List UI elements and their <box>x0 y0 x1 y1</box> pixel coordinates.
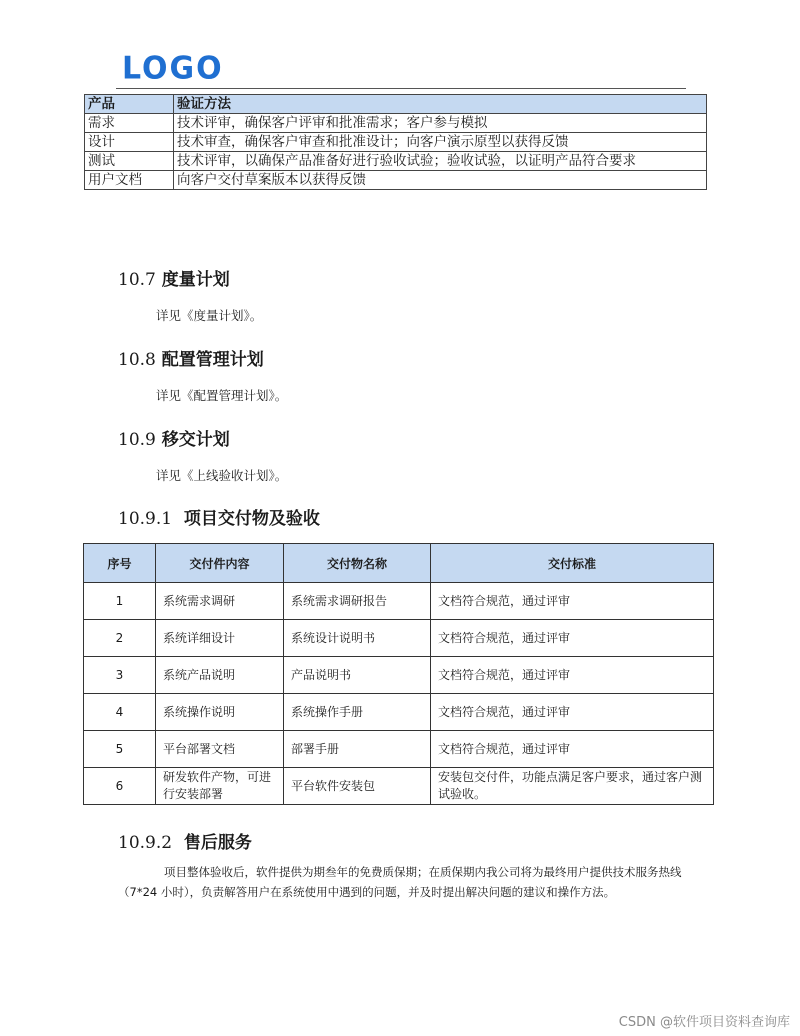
watermark-footer: CSDN @软件项目资料查询库 <box>618 1015 790 1030</box>
verification-table <box>84 94 707 190</box>
table-row <box>85 152 707 171</box>
section-number: 10.9.2 <box>118 833 173 853</box>
table-cell: 4 <box>84 694 156 731</box>
section-number: 10.8 <box>118 350 156 370</box>
section-title: 度量计划 <box>161 270 230 290</box>
table-cell: 研发软件产物，可进行安装部署 <box>156 768 284 805</box>
table-cell: 设计 <box>85 133 174 152</box>
table-cell: 用户文档 <box>85 171 174 190</box>
header-cell: 产品 <box>85 95 174 114</box>
table-row <box>84 731 714 768</box>
table-cell: 系统产品说明 <box>156 657 284 694</box>
table-cell: 文档符合规范，通过评审 <box>431 694 714 731</box>
section-title: 项目交付物及验收 <box>183 509 320 529</box>
table-row <box>84 620 714 657</box>
table-cell: 5 <box>84 731 156 768</box>
table-header-row <box>84 544 714 583</box>
table-header-row <box>85 95 707 114</box>
table-cell: 文档符合规范，通过评审 <box>431 583 714 620</box>
logo: LOGO <box>122 50 224 87</box>
section-number: 10.9 <box>118 430 156 450</box>
header-cell: 交付物名称 <box>284 544 431 583</box>
section-number: 10.9.1 <box>118 509 173 529</box>
table-cell: 1 <box>84 583 156 620</box>
section-heading <box>118 265 230 290</box>
table-cell: 2 <box>84 620 156 657</box>
table-cell: 技术评审，以确保产品准备好进行验收试验；验收试验，以证明产品符合要求 <box>174 152 707 171</box>
section-body: 详见《配置管理计划》。 <box>156 388 288 403</box>
table-cell: 系统设计说明书 <box>284 620 431 657</box>
section-title: 售后服务 <box>183 833 252 853</box>
table-cell: 技术评审，确保客户评审和批准需求；客户参与模拟 <box>174 114 707 133</box>
table-cell: 文档符合规范，通过评审 <box>431 620 714 657</box>
table-row <box>85 114 707 133</box>
table-cell: 技术审查，确保客户审查和批准设计；向客户演示原型以获得反馈 <box>174 133 707 152</box>
subsection-heading <box>118 504 320 529</box>
table-row <box>85 171 707 190</box>
section-heading <box>118 345 264 370</box>
table-row <box>84 583 714 620</box>
section-title: 移交计划 <box>161 430 230 450</box>
table-cell: 系统操作手册 <box>284 694 431 731</box>
table-cell: 系统需求调研 <box>156 583 284 620</box>
header-cell: 验证方法 <box>174 95 707 114</box>
table-cell: 系统需求调研报告 <box>284 583 431 620</box>
table-cell: 系统操作说明 <box>156 694 284 731</box>
table-cell: 向客户交付草案版本以获得反馈 <box>174 171 707 190</box>
table-cell: 安装包交付件，功能点满足客户要求，通过客户测试验收。 <box>431 768 714 805</box>
section-number: 10.7 <box>118 270 156 290</box>
table-row <box>84 657 714 694</box>
section-body: 详见《度量计划》。 <box>156 308 263 323</box>
deliverables-table <box>83 543 714 805</box>
header-cell: 交付标准 <box>431 544 714 583</box>
table-cell: 平台部署文档 <box>156 731 284 768</box>
subsection-heading <box>118 828 252 853</box>
service-paragraph: 项目整体验收后，软件提供为期叁年的免费质保期；在质保期内我公司将为最终用户提供技术服务热线（7*24 小时），负责解答用户在系统使用中遇到的问题，并及时提出解决问题的建议和操作方法。 <box>118 865 682 899</box>
table-row <box>84 694 714 731</box>
table-cell: 系统详细设计 <box>156 620 284 657</box>
table-row <box>84 768 714 805</box>
table-cell: 部署手册 <box>284 731 431 768</box>
table-cell: 需求 <box>85 114 174 133</box>
table-cell: 文档符合规范，通过评审 <box>431 657 714 694</box>
table-cell: 产品说明书 <box>284 657 431 694</box>
table-row <box>85 133 707 152</box>
section-heading <box>118 425 230 450</box>
header-cell: 序号 <box>84 544 156 583</box>
table-cell: 文档符合规范，通过评审 <box>431 731 714 768</box>
header-rule <box>116 88 686 89</box>
section-body: 详见《上线验收计划》。 <box>156 468 288 483</box>
table-cell: 3 <box>84 657 156 694</box>
table-cell: 平台软件安装包 <box>284 768 431 805</box>
section-title: 配置管理计划 <box>161 350 264 370</box>
table-cell: 测试 <box>85 152 174 171</box>
header-cell: 交付件内容 <box>156 544 284 583</box>
table-cell: 6 <box>84 768 156 805</box>
